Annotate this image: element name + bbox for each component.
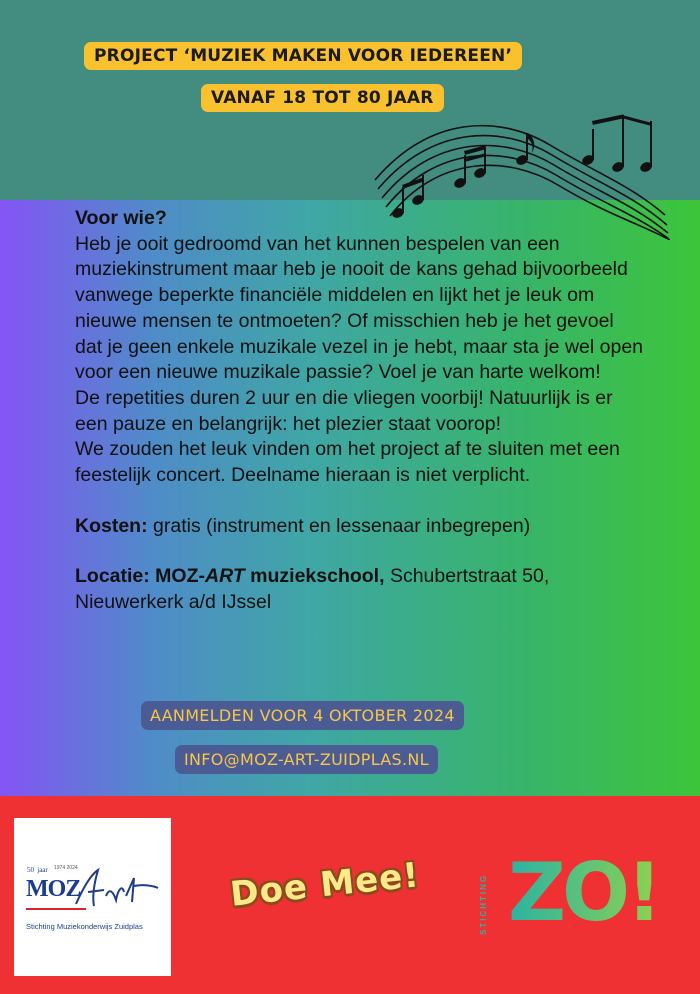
kosten-line	[75, 514, 645, 540]
logo-50-years: 50 jaar	[27, 866, 48, 874]
concert-paragraph: We zouden het leuk vinden om het project af te sluiten met een feestelijk concert. Deelname hieraan is niet verplicht.	[75, 438, 620, 487]
locatie-line	[75, 564, 645, 615]
mozart-logo	[14, 818, 171, 976]
doe-mee-text: Doe Mee!	[228, 855, 422, 915]
body-text	[75, 206, 645, 616]
voor-wie-heading: Voor wie?	[75, 207, 167, 229]
locatie-school: muziekschool,	[244, 565, 385, 588]
zo-stichting-label: STICHTING	[479, 873, 488, 935]
logo-divider	[26, 908, 86, 910]
logo-moz: MOZ	[26, 876, 81, 902]
kosten-value: gratis (instrument en lessenaar inbegrepen)	[147, 514, 531, 537]
kosten-label: Kosten:	[75, 514, 148, 537]
email-link[interactable]: INFO@MOZ-ART-ZUIDPLAS.NL	[175, 745, 438, 774]
locatie-art: ART	[205, 565, 245, 588]
logo-signature-icon	[74, 866, 159, 911]
title-line-1: PROJECT ‘MUZIEK MAKEN VOOR IEDEREEN’	[84, 42, 522, 70]
repetities-paragraph: De repetities duren 2 uur en die vliegen voorbij! Natuurlijk is er een pauze en belangrijk: het plezier staat voorop!	[75, 386, 613, 435]
logo-subtitle: Stichting Muziekonderwijs Zuidplas	[26, 922, 143, 931]
aanmelden-badge: AANMELDEN VOOR 4 OKTOBER 2024	[141, 701, 464, 730]
intro-paragraph: Heb je ooit gedroomd van het kunnen bespelen van een muziekinstrument maar heb je nooit de kans gehad bijvoorbeeld vanwege beperkte financiële middelen en lijkt het je leuk om nieuwe mensen te ontmoeten? Of misschien heb je het gevoel dat je geen enkele muzikale vezel in je hebt, maar sta je wel open voor een nieuwe muzikale passie? Voel je van harte welkom!	[75, 232, 644, 384]
zo-logo: ZO!	[508, 846, 659, 939]
locatie-label: Locatie: MOZ-	[75, 565, 205, 588]
locatie-address: Schubertstraat 50, Nieuwerkerk a/d IJssel	[75, 565, 550, 614]
title-line-2: VANAF 18 TOT 80 JAAR	[201, 84, 444, 112]
logo-years: 1974 2024	[54, 865, 78, 871]
